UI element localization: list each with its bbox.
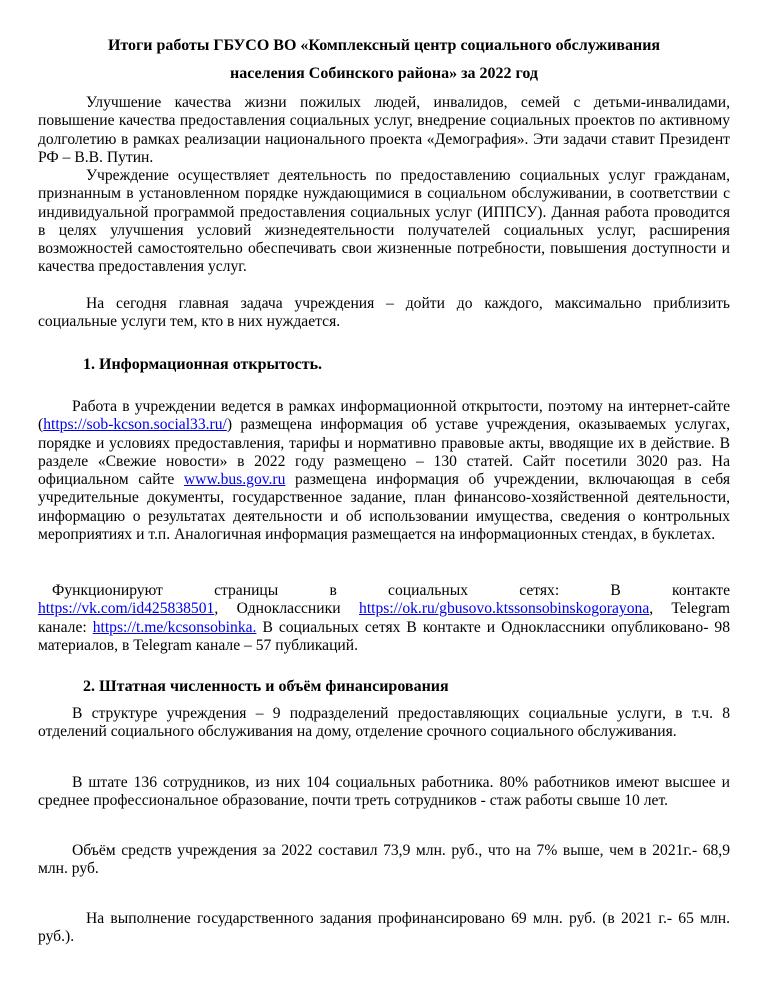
s1-text-b: ) размещена информация об уставе учреждения, оказываемых услугах, порядке и условиях предоставления, тарифы и нормативно правовые акты, вводящие их в действие. В разделе «Свежие новости» в 2022 году размещено – 130 статей. Сайт посетили 3020 раз. На официальном сайте [38, 416, 730, 489]
ok-label: , Одноклассники [214, 600, 360, 618]
section-2-paragraph-4: На выполнение государственного задания профинансировано 69 млн. руб. (в 2021 г.- 65 млн. руб.). [38, 910, 730, 946]
document-title-line-1: Итоги работы ГБУСО ВО «Комплексный центр социального обслуживания [107, 37, 661, 54]
section-2-paragraph-3: Объём средств учреждения за 2022 составил 73,9 млн. руб., что на 7% выше, чем в 2021г.- 68,9 млн. руб. [38, 842, 730, 878]
section-1-heading: 1. Информационная открытость. [83, 356, 323, 373]
comma-text: , [649, 600, 654, 618]
s1-text-a: Работа в учреждении ведется в рамках информационной открытости, поэтому на интернет-сайте ( [38, 398, 730, 434]
s1-text-c: размещена информация об учреждении, включающая в себя учредительные документы, государственное задание, план финансово-хозяйственной деятельности, информацию о результатах деятельности и об использовании имущества, сведения о контрольных мероприятиях и т.п. Аналогичная информация размещается на информационных стендах, в буклетах. [38, 471, 731, 544]
telegram-link[interactable]: https://t.me/kcsonsobinka. [92, 618, 257, 636]
document-title-line-2: населения Собинского района» за 2022 год [229, 65, 539, 82]
section-2-paragraph-1: В структуре учреждения – 9 подразделений предоставляющих социальные услуги, в т.ч. 8 отделений социального обслуживания на дому, отделение срочного социального обслуживания. [38, 705, 730, 741]
section-2-paragraph-2: В штате 136 сотрудников, из них 104 социальных работника. 80% работников имеют высшее и среднее профессиональное образование, почти треть сотрудников - стаж работы свыше 10 лет. [38, 774, 730, 810]
section-1-paragraph-1 [38, 398, 730, 544]
telegram-label: Telegram канале: [38, 600, 730, 636]
intro-paragraph-3: На сегодня главная задача учреждения – дойти до каждого, максимально приблизить социальные услуги тем, кто в них нуждается. [38, 295, 730, 331]
intro-paragraph-1: Улучшение качества жизни пожилых людей, инвалидов, семей с детьми-инвалидами, повышение качества предоставления социальных услуг, внедрение социальных проектов по активному долголетию в рамках реализации национального проекта «Демография». Эти задачи ставит Президент РФ – В.В. Путин. [38, 94, 730, 166]
section-2-heading: 2. Штатная численность и объём финансирования [83, 678, 449, 695]
section-1-paragraph-2 [38, 582, 730, 655]
intro-paragraph-2: Учреждение осуществляет деятельность по предоставлению социальных услуг гражданам, признанным в установленном порядке нуждающимися в социальном обслуживании, в соответствии с индивидуальной программой предоставления социальных услуг (ИППСУ). Данная работа проводится в целях улучшения условий жизнедеятельности получателей социальных услуг, расширения возможностей самостоятельно обеспечивать свои жизненные потребности, повышения доступности и качества предоставления услуг. [38, 167, 730, 276]
ok-link[interactable]: https://ok.ru/gbusovo.ktssonsobinskogorayona [359, 600, 650, 618]
s1-p2-rest: В социальных сетях В контакте и Одноклассники опубликовано- 98 материалов, в Telegram канале – 57 публикаций. [38, 618, 730, 654]
vk-link[interactable]: https://vk.com/id425838501 [38, 600, 215, 618]
bus-gov-link[interactable]: www.bus.gov.ru [183, 471, 286, 489]
site-link[interactable]: https://sob-kcson.social33.ru/ [43, 416, 227, 434]
social-networks-line: Функционируют страницы в социальных сетях: В контакте [52, 582, 730, 599]
